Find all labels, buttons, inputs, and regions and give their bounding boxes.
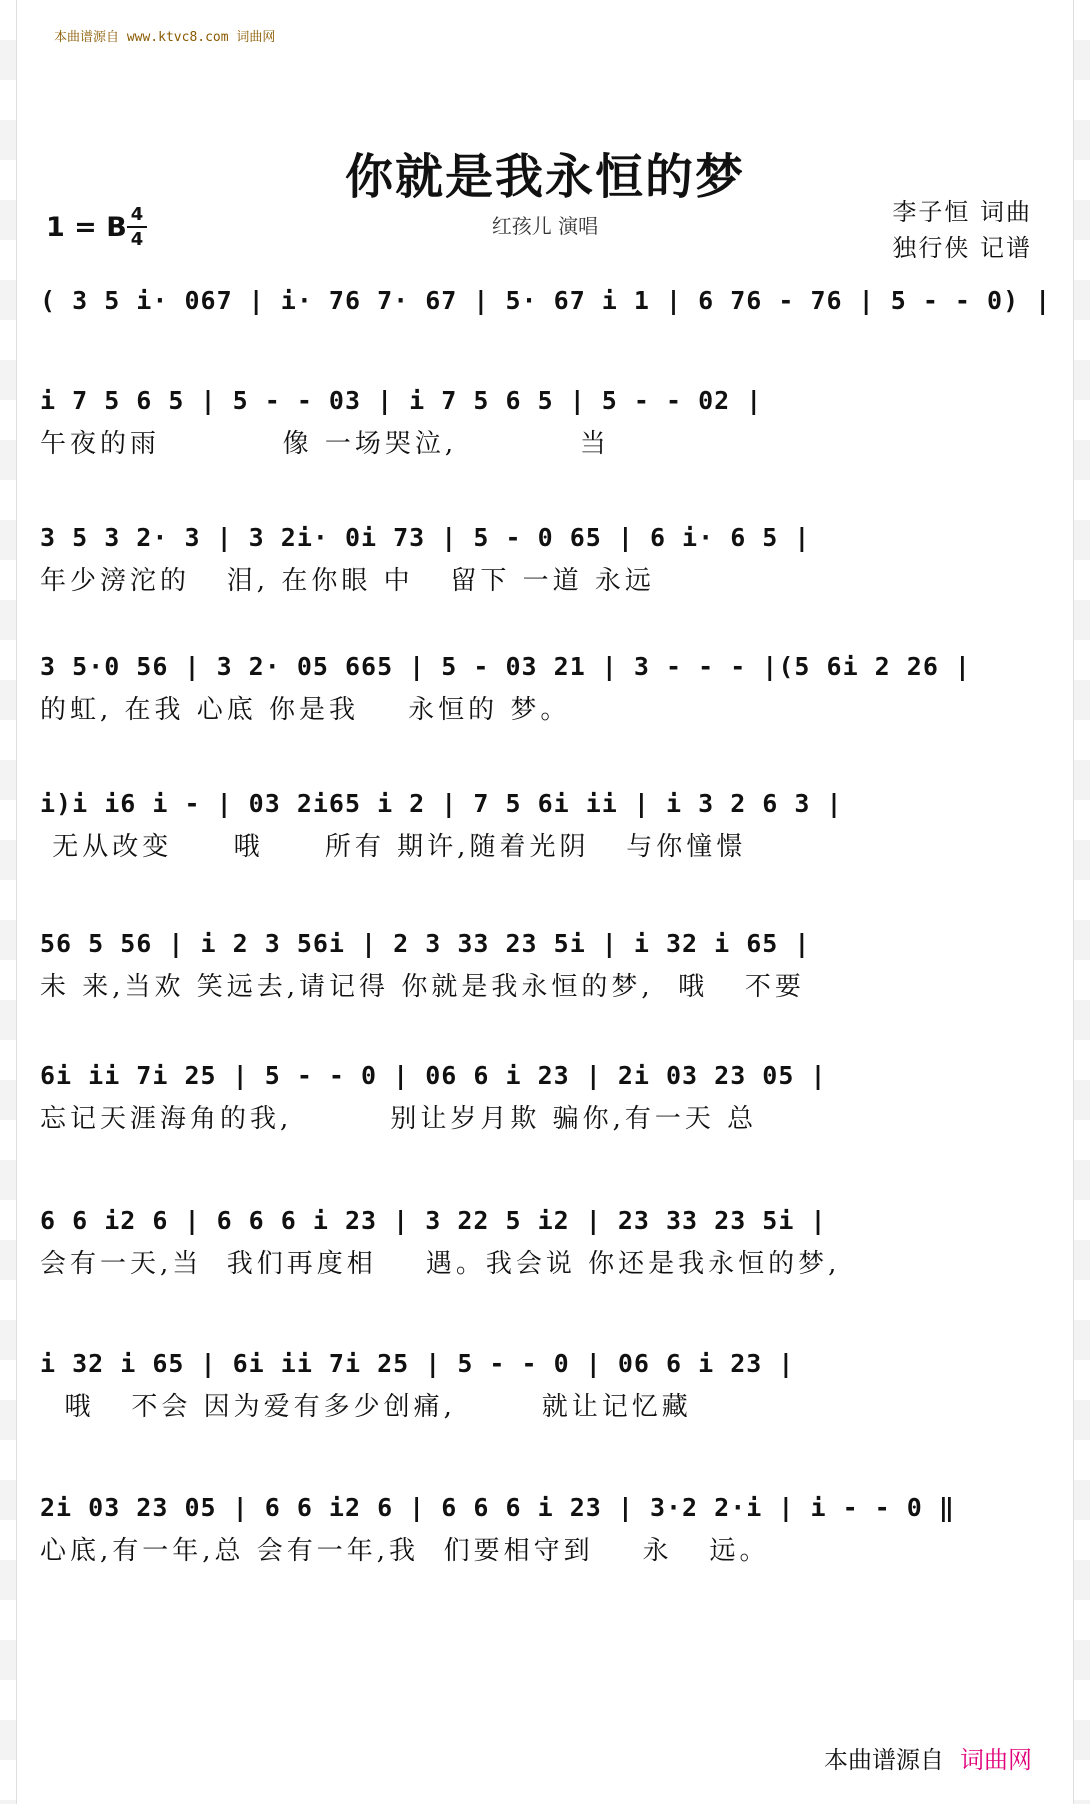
song-title: 你就是我永恒的梦 <box>344 149 745 205</box>
credit-transcriber: 独行侠 记谱 <box>892 234 1032 262</box>
time-signature-bar <box>127 226 147 228</box>
lyric-line: 心底,有一年,总 会有一年,我 们要相守到 永 远。 <box>40 1536 770 1566</box>
score-system-10 <box>40 1492 1052 1568</box>
score-system-9 <box>40 1348 1052 1424</box>
right-watermark-strip <box>1073 0 1090 1804</box>
notation-line: i 32 i 65 | 6i ii 7i 25 | 5 - - 0 | 06 6 i 23 | <box>40 1349 795 1378</box>
lyric-line: 年少滂沱的 泪, 在你眼 中 留下 一道 永远 <box>40 566 655 596</box>
lyric-line: 哦 不会 因为爱有多少创痛, 就让记忆藏 <box>40 1392 692 1422</box>
footer-site-name: 词曲网 <box>960 1746 1032 1774</box>
notation-line: i)i i6 i - | 03 2i65 i 2 | 7 5 6i ii | i 3 2 6 3 | <box>40 789 843 818</box>
score-system-8 <box>40 1205 1052 1281</box>
score-system-2 <box>40 385 1052 461</box>
lyric-line: 会有一天,当 我们再度相 遇。我会说 你还是我永恒的梦, <box>40 1249 841 1279</box>
key-signature: 1 = B <box>46 212 127 243</box>
performer-line: 红孩儿 演唱 <box>491 214 599 238</box>
time-signature <box>127 204 147 250</box>
score-system-3 <box>40 522 1052 598</box>
notation-line: 2i 03 23 05 | 6 6 i2 6 | 6 6 6 i 23 | 3·2 2·i | i - - 0 ‖ <box>40 1493 955 1522</box>
notation-line: 56 5 56 | i 2 3 56i | 2 3 33 23 5i | i 32 i 65 | <box>40 929 811 958</box>
time-signature-bottom: 4 <box>130 229 144 250</box>
footer-source-prefix: 本曲谱源自 <box>824 1746 944 1774</box>
lyric-line: 无从改变 哦 所有 期许,随着光阴 与你憧憬 <box>40 832 747 862</box>
notation-line: 6i ii 7i 25 | 5 - - 0 | 06 6 i 23 | 2i 03 23 05 | <box>40 1061 827 1090</box>
lyric-line: 的虹, 在我 心底 你是我 永恒的 梦。 <box>40 695 571 725</box>
notation-line: i 7 5 6 5 | 5 - - 03 | i 7 5 6 5 | 5 - - 02 | <box>40 386 763 415</box>
footer-source <box>824 1740 1032 1775</box>
lyric-line: 忘记天涯海角的我, 别让岁月欺 骗你,有一天 总 <box>40 1104 758 1134</box>
notation-line: 6 6 i2 6 | 6 6 6 i 23 | 3 22 5 i2 | 23 33 23 5i | <box>40 1206 827 1235</box>
score-system-1 <box>40 285 1052 327</box>
lyric-line: 午夜的雨 像 一场哭泣, 当 <box>40 429 610 459</box>
score-system-5 <box>40 788 1052 864</box>
notation-line: ( 3 5 i· 067 | i· 76 7· 67 | 5· 67 i 1 | 6 76 - 76 | 5 - - 0) | <box>40 286 1052 315</box>
left-watermark-strip <box>0 0 17 1804</box>
notation-line: 3 5·0 56 | 3 2· 05 665 | 5 - 03 21 | 3 - - - |(5 6i 2 26 | <box>40 652 971 681</box>
score-system-6 <box>40 928 1052 1004</box>
time-signature-top: 4 <box>130 204 144 225</box>
credit-lyricist-composer: 李子恒 词曲 <box>892 198 1032 226</box>
lyric-line: 未 来,当欢 笑远去,请记得 你就是我永恒的梦, 哦 不要 <box>40 972 805 1002</box>
notation-line: 3 5 3 2· 3 | 3 2i· 0i 73 | 5 - 0 65 | 6 i· 6 5 | <box>40 523 811 552</box>
source-line: 本曲谱源自 www.ktvc8.com 词曲网 <box>54 30 276 45</box>
score-system-4 <box>40 651 1052 727</box>
score-system-7 <box>40 1060 1052 1136</box>
